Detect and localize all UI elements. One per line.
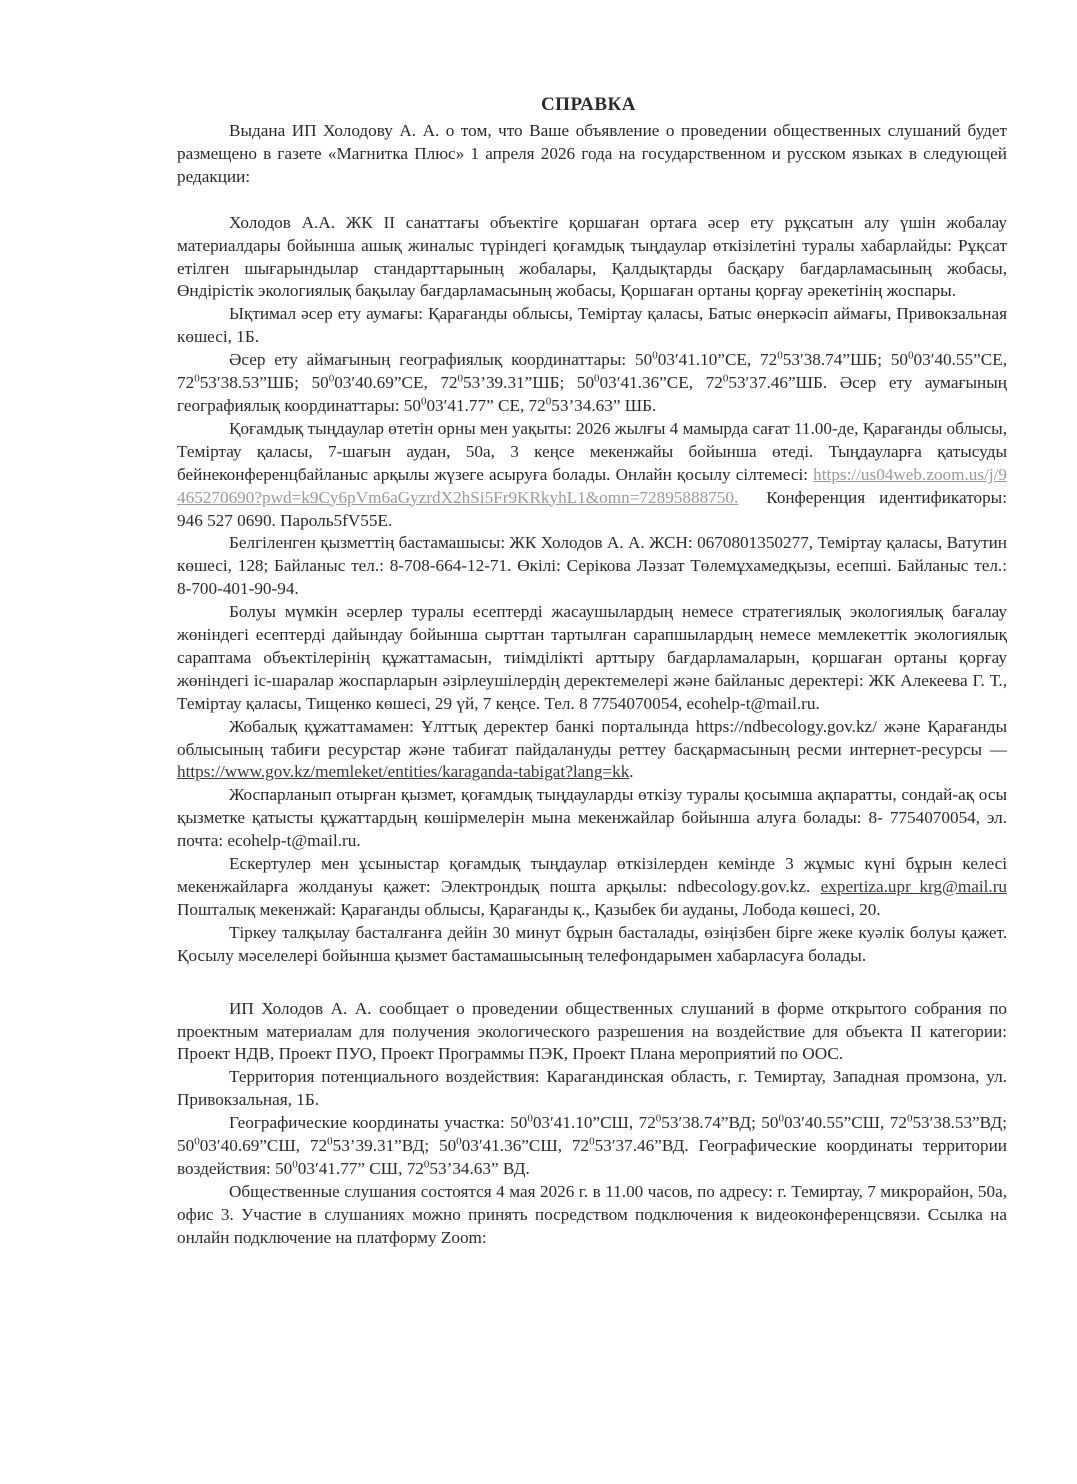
kz-paragraph-2: Ықтимал әсер ету аумағы: Қарағанды облысы, Теміртау қаласы, Батыс өнеркәсіп аймағы, Привокзальная көшесі, 1Б. (177, 304, 1007, 347)
kz-paragraph-comments: Ескертулер мен ұсыныстар қоғамдық тыңдаулар өткізілерден кемінде 3 жұмыс күні бұрын келесі мекенжайларға жолдануы қажет: Электрондық пошта арқылы: ndbecology.gov.kz. expertiza.upr_krg@mail.ru Пошталық мекенжай: Қарағанды облысы, Қарағанды қ., Қазыбек би ауданы, Лобода көшесі, 20. (177, 854, 1008, 919)
kz-paragraph-documentation: Жобалық құжаттамамен: Ұлттық деректер банкі порталында https://ndbecology.gov.kz/ және Қарағанды облысының табиғи ресурстар және табиғат пайдалануды реттеу басқармасының ресми интернет-ресурсы — https://www.gov.kz/memleket/entities/karaganda-tabigat?lang=kk. (177, 716, 1007, 782)
gov-kz-link[interactable]: https://www.gov.kz/memleket/entities/karaganda-tabigat?lang=kk (177, 762, 630, 782)
zoom-link[interactable]: https://us04web.zoom.us/j/9465270690?pwd=k9Cy6pVm6aGyzrdX2hSi5Fr9KRkyhL1&omn=72895888750. (177, 464, 1008, 507)
kz-paragraph-coordinates: Әсер ету аймағының географиялық координаттары: $50^003ʹ41.10”СЕ$, $72^053ʹ38.74”ШБ$; $50^003ʹ40.55”СЕ$, $72^053ʹ38.53”ШБ$; $50^003ʹ40.69”СЕ$, $72^053’39.31”ШБ$; $50^003ʹ41.36”СЕ$, $72^053ʹ37.46”ШБ$. Әсер ету аумағының географиялық координаттары: $50^003ʹ41.77$” СЕ, $72^053’34.63$” ШБ. (177, 349, 1008, 415)
intro-paragraph: Выдана ИП Холодову А. А. о том, что Ваше объявление о проведении общественных слушаний будет размещено в газете «Магнитка Плюс» 1 апреля 2026 года на государственном и русском языках в следующей редакции: (177, 121, 1007, 186)
kz-paragraph-initiator: Белгіленген қызметтің бастамашысы: ЖК Холодов А. А. ЖСН: 0670801350277, Теміртау қаласы, Ватутин көшесі, 128; Байланыс тел.: 8-708-664-12-71. Өкілі: Серікова Ләззат Төлемұхамедқызы, есепші. Байланыс тел.: 8-700-401-90-94. (177, 533, 1007, 599)
ru-paragraph-coordinates: Географические координаты участка: $50^003ʹ41.10”СШ$, $72^053ʹ38.74”ВД$; $50^003ʹ40.55”СШ$, $72^053ʹ38.53”ВД$; $50^003ʹ40.69”СШ$, $72^053’39.31”ВД$; $50^003ʹ41.36”СШ$, $72^053ʹ37.46”ВД$. Географические координаты территории воздействия: $50^003ʹ41.77$” СШ, $72^053’34.63$” ВД. (177, 1112, 1007, 1178)
ru-paragraph-1: ИП Холодов А. А. сообщает о проведении общественных слушаний в форме открытого собрания по проектным материалам для получения экологического разрешения на воздействие для объекта II категории: Проект НДВ, Проект ПУО, Проект Программы ПЭК, Проект Плана мероприятий по ООС. (177, 998, 1007, 1064)
kz-paragraph-info: Жоспарланып отырған қызмет, қоғамдық тыңдауларды өткізу туралы қосымша ақпаратты, сондай-ақ осы қызметке қатысты құжаттардың көшірмелерін мына мекенжайлар бойынша алуға болады: 8- 7754070054, эл. почта: ecohelp-t@mail.ru. (177, 785, 1007, 851)
kz-paragraph-developers: Болуы мүмкін әсерлер туралы есептерді жасаушылардың немесе стратегиялық экологиялық бағалау жөніндегі есептерді дайындау бойынша сырттан тартылған сарапшылардың немесе мемлекеттік экологиялық сараптама объектілерінің құжаттамасын, тиімділікті арттыру бағдарламаларын, қоршаған ортаны қорғау жөніндегі іс-шаралар жоспарларын әзірлеушілердің деректемелері және байланыс деректері: ЖК Алекеева Г. Т., Теміртау қаласы, Тищенко көшесі, 29 үй, 7 кеңсе. Тел. 8 7754070054, ecohelp-t@mail.ru. (177, 602, 1007, 713)
kz-paragraph-1: Холодов А.А. ЖК II санаттағы объектіге қоршаған ортаға әсер ету рұқсатын алу үшін жобалау материалдары бойынша ашық жиналыс түріндегі қоғамдық тыңдаулар өткізілетіні туралы хабарлайды: Рұқсат етілген шығарындылар стандарттарының жобалары, Қалдықтарды басқару бағдарламасының жобасы, Өндірістік экологиялық бақылау бағдарламасының жобасы, Қоршаған ортаны қорғау әрекетінің жоспары. (177, 212, 1007, 301)
kz-paragraph-venue: Қоғамдық тыңдаулар өтетін орны мен уақыты: 2026 жылғы 4 мамырда сағат 11.00-де, Қарағанды облысы, Теміртау қаласы, 7-шағын аудан, 50а, 3 кеңсе мекенжайы бойынша өтеді. Тыңдауларға қатысуды бейнеконференцбайланыс арқылы жүзеге асыруға болады. Онлайн қосылу сілтемесі: https://us04web.zoom.us/j/9465270690?pwd=k9Cy6pVm6aGyzrdX2hSi5Fr9KRkyhL1&omn=72895888750. Конференция идентификаторы: 946 527 0690. Пароль5fV55E. (177, 418, 1008, 530)
document-body (177, 120, 1007, 1250)
ru-paragraph-2: Территория потенциального воздействия: Карагандинская область, г. Темиртау, Западная промзона, ул. Привокзальная, 1Б. (177, 1067, 1007, 1110)
expertiza-email-link[interactable]: expertiza.upr_krg@mail.ru (820, 877, 1008, 896)
document-title: СПРАВКА (540, 94, 637, 115)
ru-paragraph-venue: Общественные слушания состоятся 4 мая 2026 г. в 11.00 часов, по адресу: г. Темиртау, 7 микрорайон, 50а, офис 3. Участие в слушаниях можно принять посредством подключения к видеоконференцсвязи. Ссылка на онлайн подключение на платформу Zoom: (177, 1181, 1007, 1247)
kz-paragraph-registration: Тіркеу талқылау басталғанға дейін 30 минут бұрын басталады, өзіңізбен бірге жеке куәлік болуы қажет. Қосылу мәселелері бойынша қызмет бастамашысының телефондарымен хабарласуға болады. (177, 922, 1007, 965)
